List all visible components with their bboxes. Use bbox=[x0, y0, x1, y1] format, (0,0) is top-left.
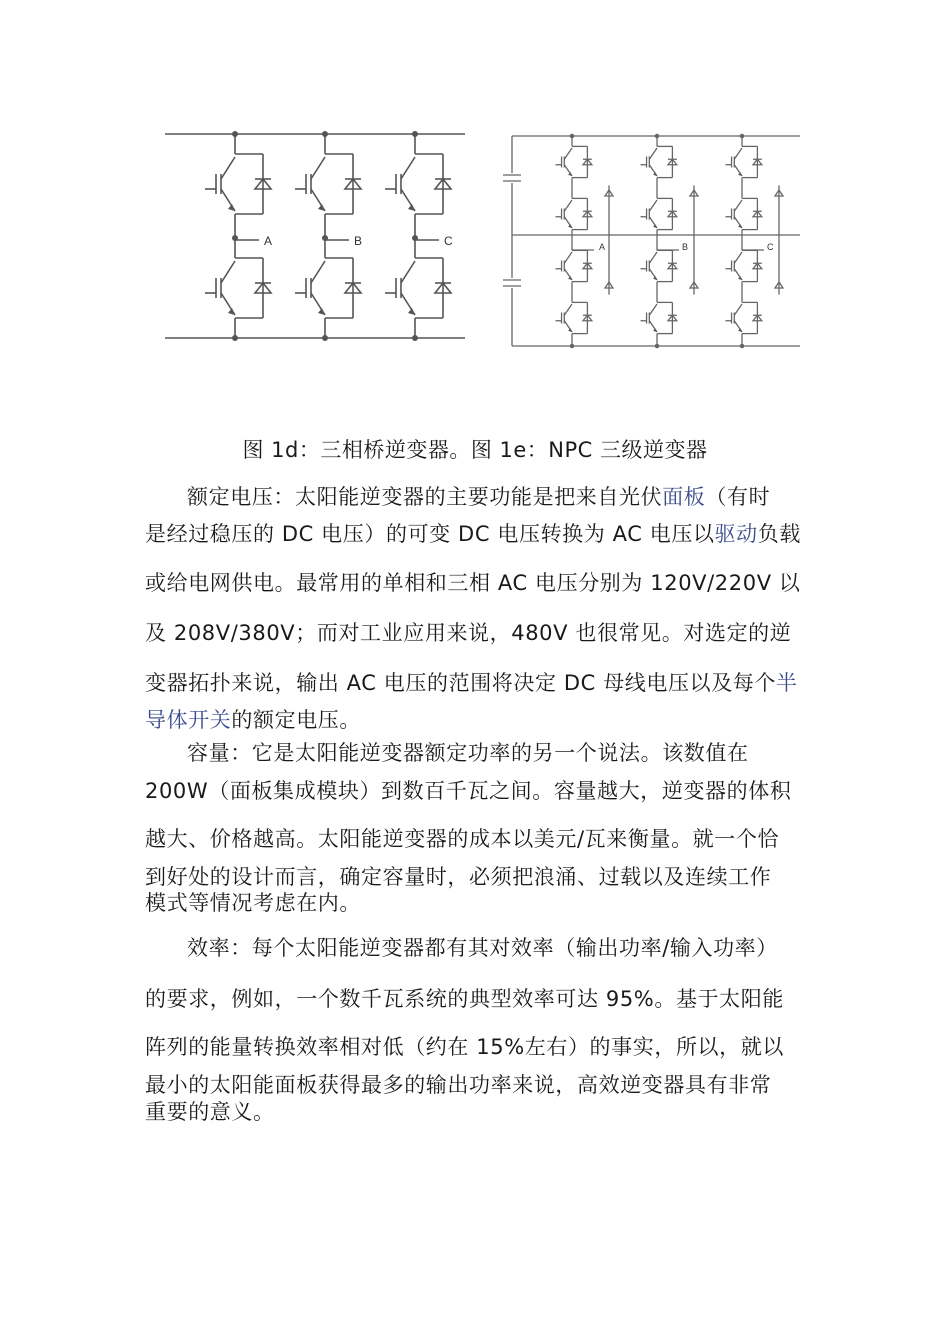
wire bbox=[734, 200, 742, 211]
wire bbox=[221, 157, 235, 179]
three-phase-bridge-diagram bbox=[165, 132, 465, 340]
inverter-schematics bbox=[160, 118, 810, 368]
igbt-switch bbox=[641, 136, 677, 188]
wire bbox=[649, 304, 657, 315]
text-line: 200W（面板集成模块）到数百千瓦之间。容量越大，逆变器的体积 bbox=[145, 779, 792, 803]
emitter-arrow bbox=[318, 308, 325, 315]
text-line: 到好处的设计而言，确定容量时，必须把浪涌、过载以及连续工作 bbox=[145, 865, 772, 889]
link-panel[interactable]: 面板 bbox=[662, 485, 706, 509]
wire bbox=[734, 304, 742, 315]
text-line: 或给电网供电。最常用的单相和三相 AC 电压分别为 120V/220V 以 bbox=[145, 571, 801, 595]
igbt-switch bbox=[641, 292, 677, 344]
igbt-switch bbox=[295, 134, 361, 234]
text-line: 及 208V/380V；而对工业应用来说，480V 也很常见。对选定的逆 bbox=[145, 621, 792, 645]
wire bbox=[649, 252, 657, 263]
text-line: 是经过稳压的 DC 电压）的可变 DC 电压转换为 AC 电压以驱动负载 bbox=[145, 522, 801, 546]
igbt-switch bbox=[205, 134, 271, 234]
wire bbox=[311, 157, 325, 179]
wire bbox=[401, 261, 415, 283]
igbt-switch bbox=[726, 136, 762, 188]
wire bbox=[564, 148, 572, 159]
junction-dot bbox=[655, 344, 658, 347]
npc-label-c: C bbox=[767, 242, 774, 252]
figure-caption: 图 1d：三相桥逆变器。图 1e：NPC 三级逆变器 bbox=[242, 438, 708, 462]
igbt-switch bbox=[556, 136, 592, 188]
text-line: 越大、价格越高。太阳能逆变器的成本以美元/瓦来衡量。就一个恰 bbox=[145, 827, 780, 851]
wire bbox=[221, 261, 235, 283]
igbt-switch bbox=[726, 292, 762, 344]
junction-dot bbox=[655, 134, 658, 137]
link-semiconductor-switch[interactable]: 导体开关 bbox=[145, 708, 232, 732]
igbt-switch bbox=[556, 188, 592, 240]
text-line: 的要求，例如，一个数千瓦系统的典型效率可达 95%。基于太阳能 bbox=[145, 987, 784, 1011]
igbt-switch bbox=[641, 240, 677, 292]
wire bbox=[311, 261, 325, 283]
igbt-switch bbox=[726, 240, 762, 292]
npc-label-a: A bbox=[599, 242, 606, 252]
text-line: 额定电压：太阳能逆变器的主要功能是把来自光伏面板（有时 bbox=[187, 485, 771, 509]
text-line: 阵列的能量转换效率相对低（约在 15%左右）的事实，所以，就以 bbox=[145, 1035, 784, 1059]
wire bbox=[734, 252, 742, 263]
junction-dot bbox=[740, 134, 743, 137]
text-line: 导体开关的额定电压。 bbox=[145, 708, 362, 732]
junction-dot bbox=[570, 134, 573, 137]
emitter-arrow bbox=[228, 308, 235, 315]
igbt-switch bbox=[641, 188, 677, 240]
wire bbox=[649, 148, 657, 159]
phase-label-a: A bbox=[264, 234, 273, 248]
text-line: 容量：它是太阳能逆变器额定功率的另一个说法。该数值在 bbox=[187, 741, 749, 765]
text-line: 模式等情况考虑在内。 bbox=[145, 891, 361, 915]
wire bbox=[564, 304, 572, 315]
junction-dot bbox=[740, 344, 743, 347]
text-line: 最小的太阳能面板获得最多的输出功率来说，高效逆变器具有非常 bbox=[145, 1073, 772, 1097]
text-line: 重要的意义。 bbox=[145, 1100, 275, 1124]
npc-label-b: B bbox=[682, 242, 689, 252]
text-line: 效率：每个太阳能逆变器都有其对效率（输出功率/输入功率） bbox=[187, 936, 778, 960]
wire bbox=[564, 252, 572, 263]
phase-label-b: B bbox=[354, 234, 363, 248]
emitter-arrow bbox=[408, 204, 415, 211]
text-line: 变器拓扑来说，输出 AC 电压的范围将决定 DC 母线电压以及每个半 bbox=[145, 671, 798, 695]
phase-label-c: C bbox=[444, 234, 453, 248]
emitter-arrow bbox=[228, 204, 235, 211]
wire bbox=[649, 200, 657, 211]
igbt-switch bbox=[385, 134, 451, 234]
igbt-switch bbox=[385, 238, 451, 338]
junction-dot bbox=[570, 344, 573, 347]
emitter-arrow bbox=[318, 204, 325, 211]
emitter-arrow bbox=[408, 308, 415, 315]
igbt-switch bbox=[726, 188, 762, 240]
igbt-switch bbox=[295, 238, 361, 338]
wire bbox=[734, 148, 742, 159]
dc-capacitor bbox=[503, 278, 521, 288]
wire bbox=[401, 157, 415, 179]
igbt-switch bbox=[556, 292, 592, 344]
npc-three-level-diagram bbox=[503, 134, 800, 347]
link-drive[interactable]: 驱动 bbox=[714, 522, 758, 546]
igbt-switch bbox=[205, 238, 271, 338]
link-semi[interactable]: 半 bbox=[776, 671, 798, 695]
igbt-switch bbox=[556, 240, 592, 292]
circuit-figure bbox=[160, 118, 810, 368]
dc-capacitor bbox=[503, 173, 521, 183]
wire bbox=[564, 200, 572, 211]
